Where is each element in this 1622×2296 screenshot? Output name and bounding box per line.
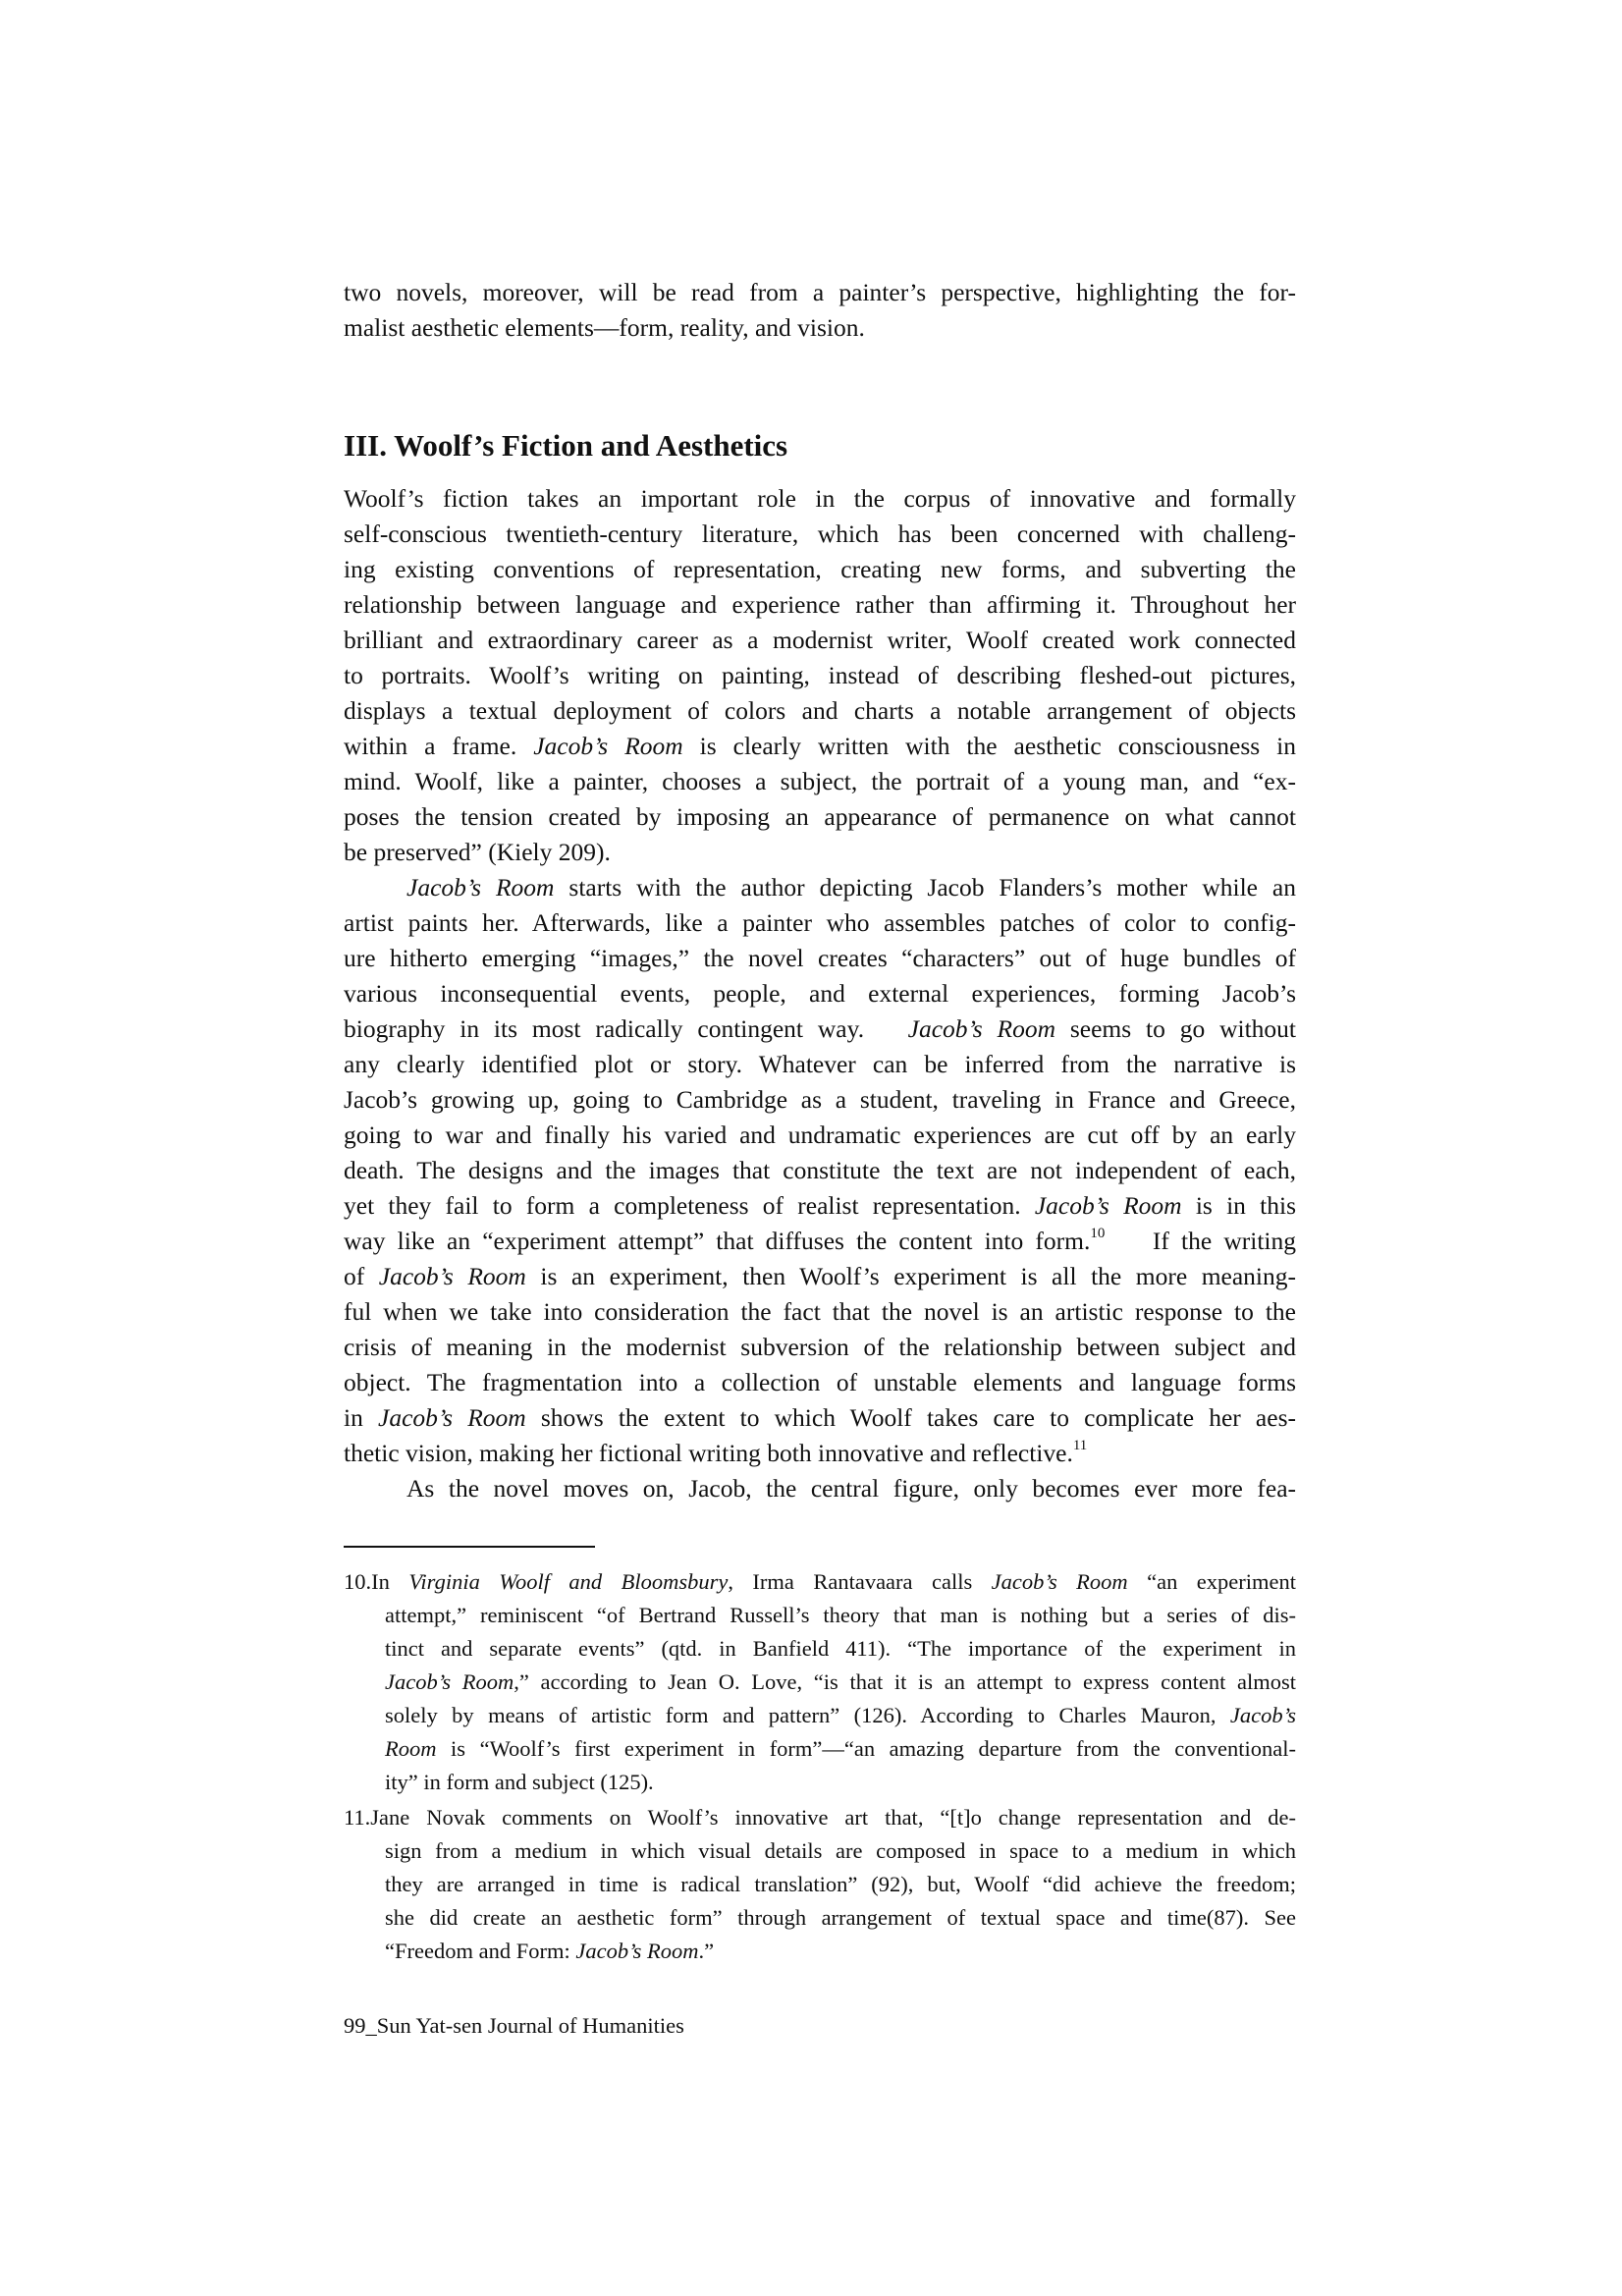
text-span: they are arranged in time is radical translation” (92), but, Woolf “did achieve the freedom; [385,1872,1296,1896]
text-span: 11.Jane Novak comments on Woolf’s innovative art that, “[t]o change representation and de- [344,1805,1296,1830]
footnote-ref-10[interactable]: 10 [1090,1225,1106,1241]
text-line [344,1224,1296,1259]
italic-title: Jacob’s Room [378,1262,526,1290]
italic-title: Jacob’s Room [907,1014,1055,1043]
italic-title: Jacob’s Room [385,1669,514,1694]
text-line [344,870,1296,905]
italic-title: Jacob’s Room [406,873,555,902]
text-span: tinct and separate events” (qtd. in Banfield 411). “The importance of the experiment in [385,1636,1296,1661]
text-line: death. The designs and the images that constitute the text are not independent of each, [344,1156,1296,1184]
body-paragraph-3 [344,1471,1296,1506]
text-line: Jacob’s growing up, going to Cambridge as a student, traveling in France and Greece, [344,1085,1296,1114]
text-span: ,” according to Jean O. Love, “is that it is an attempt to express content almost [514,1669,1296,1694]
text-span: she did create an aesthetic form” through arrangement of textual space and time(87). See [385,1905,1296,1930]
italic-title: Jacob’s Room [378,1403,526,1432]
body-paragraph-2 [344,870,1296,1471]
intro-paragraph [344,275,1296,346]
text-line: malist aesthetic elements—form, reality, and vision. [344,313,865,342]
text-line: various inconsequential events, people, and external experiences, forming Jacob’s [344,979,1296,1008]
text-line: any clearly identified plot or story. Whatever can be inferred from the narrative is [344,1050,1296,1078]
text-line [344,1188,1296,1224]
text-line: self-conscious twentieth-century literature, which has been concerned with challeng- [344,519,1296,548]
text-line [344,729,1296,764]
text-line: ing existing conventions of representation, creating new forms, and subverting the [344,555,1296,583]
section-heading: III. Woolf’s Fiction and Aesthetics [344,428,788,463]
text-line: As the novel moves on, Jacob, the central figure, only becomes ever more fea- [406,1474,1296,1503]
text-span: If the writing [1105,1227,1296,1255]
text-span: sign from a medium in which visual details are composed in space to a medium in which [385,1838,1296,1863]
footnote-line [344,1565,1296,1766]
text-line: mind. Woolf, like a painter, chooses a subject, the portrait of a young man, and “ex- [344,767,1296,795]
text-line: object. The fragmentation into a collection of unstable elements and language forms [344,1368,1296,1396]
text-line: relationship between language and experience rather than affirming it. Throughout her [344,590,1296,619]
text-line: ful when we take into consideration the fact that the novel is an artistic response to the [344,1297,1296,1326]
text-span: .” [698,1939,715,1963]
text-line: displays a textual deployment of colors and charts a notable arrangement of objects [344,696,1296,725]
text-line: Woolf’s fiction takes an important role in the corpus of innovative and formally [344,484,1296,513]
footnote-11 [344,1801,1296,1968]
body-paragraph-1 [344,481,1296,870]
footnote-line [344,1935,1296,1968]
text-line: to portraits. Woolf’s writing on painting, instead of describing fleshed-out pictures, [344,661,1296,689]
text-line: ure hitherto emerging “images,” the novel creates “characters” out of huge bundles of [344,944,1296,972]
text-line [344,1259,1296,1294]
text-span: seems to go without [1055,1014,1296,1043]
footnote-divider [344,1546,595,1548]
italic-title: Jacob’s Room [533,732,683,760]
text-span: of [344,1262,379,1290]
text-span: 10.In [344,1569,409,1594]
text-span: “an experiment [1127,1569,1296,1594]
text-span: shows the extent to which Woolf takes care to complicate her aes- [525,1403,1296,1432]
text-line [344,1436,1296,1471]
footnote-ref-11[interactable]: 11 [1072,1437,1088,1453]
footnote-line: ity” in form and subject (125). [385,1770,654,1794]
text-line: crisis of meaning in the modernist subversion of the relationship between subject and [344,1333,1296,1361]
text-span: “Freedom and Form: [385,1939,576,1963]
text-line: two novels, moreover, will be read from a painter’s perspective, highlighting the for- [344,278,1296,306]
text-span: attempt,” reminiscent “of Bertrand Russell’s theory that man is nothing but a series of dis- [385,1603,1296,1627]
text-span: thetic vision, making her fictional writing both innovative and reflective. [344,1439,1073,1467]
italic-title: Jacob’s Room [575,1939,699,1963]
text-span: way like an “experiment attempt” that diffuses the content into form. [344,1227,1091,1255]
text-line: going to war and finally his varied and undramatic experiences are cut off by an early [344,1121,1296,1149]
text-line: poses the tension created by imposing an appearance of permanence on what cannot [344,802,1296,831]
text-span: starts with the author depicting Jacob Flanders’s mother while an [554,873,1296,902]
italic-title: Jacob’s Room [991,1569,1128,1594]
text-line [344,1011,1296,1047]
italic-title: Room [385,1736,437,1761]
text-line: brilliant and extraordinary career as a modernist writer, Woolf created work connected [344,626,1296,654]
text-span: within a frame. [344,732,534,760]
italic-title: Jacob’s Room [1034,1191,1182,1220]
text-span: in [344,1403,379,1432]
footnote-10 [344,1565,1296,1799]
italic-title: Virginia Woolf and Bloomsbury [408,1569,729,1594]
text-span: , Irma Rantavaara calls [728,1569,992,1594]
text-span: solely by means of artistic form and pattern” (126). According to Charles Mauron, [385,1703,1230,1727]
text-span: is in this [1181,1191,1296,1220]
text-line: be preserved” (Kiely 209). [344,838,611,866]
italic-title: Jacob’s [1229,1703,1296,1727]
text-line [344,1400,1296,1436]
page-footer: 99_Sun Yat-sen Journal of Humanities [344,2013,684,2038]
text-span: yet they fail to form a completeness of realist representation. [344,1191,1035,1220]
text-span: biography in its most radically contingent way. [344,1014,908,1043]
text-span: is “Woolf’s first experiment in form”—“an amazing departure from the conventional- [436,1736,1296,1761]
text-span: is clearly written with the aesthetic consciousness in [682,732,1296,760]
text-span: is an experiment, then Woolf’s experiment is all the more meaning- [525,1262,1297,1290]
footnote-line [344,1801,1296,1935]
text-line: artist paints her. Afterwards, like a painter who assembles patches of color to config- [344,908,1296,937]
